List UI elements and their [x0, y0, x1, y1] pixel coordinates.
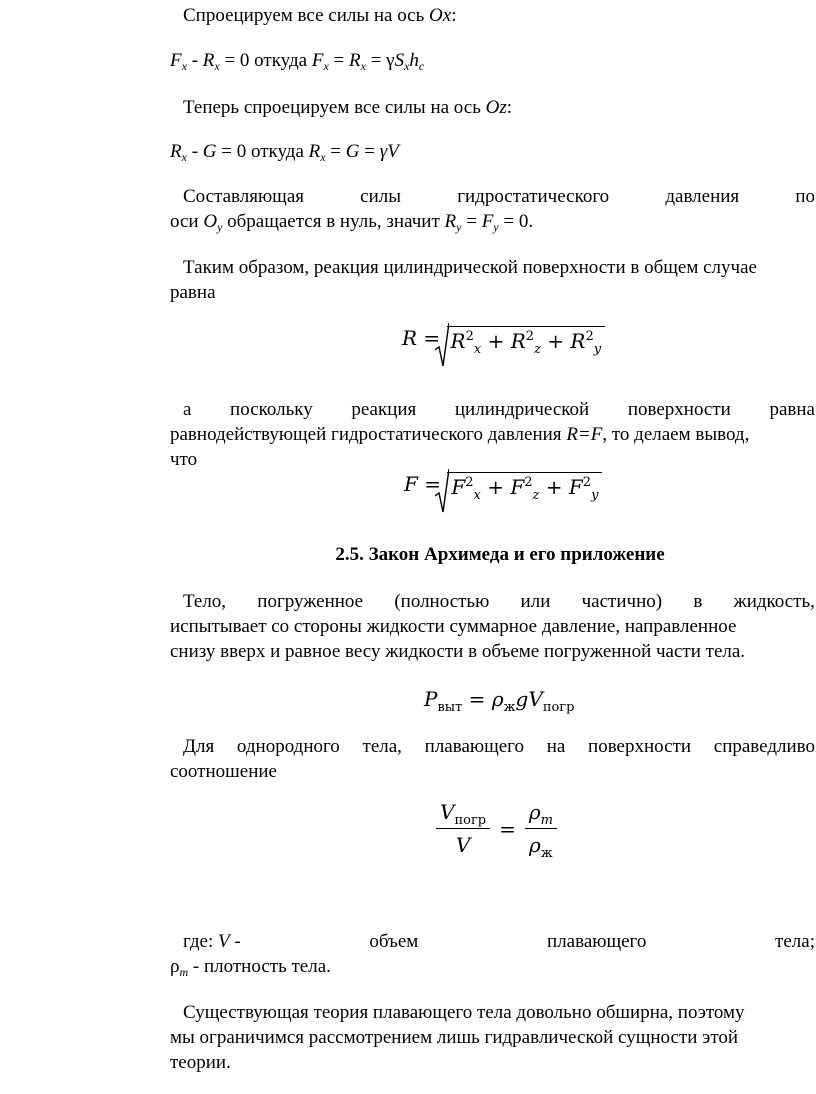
formula-ratio: $\frac{V_{погр}}{V}$ = $\frac{\rho_m}{\rho_ж}$	[436, 800, 557, 857]
sqrt-symbol: $F^2_x + F^2_z + F^2_y$	[447, 472, 602, 500]
paragraph-body-line3: снизу вверх и равное весу жидкости в объеме погруженной части тела.	[170, 641, 746, 662]
paragraph-where-line1: где: V - объем плавающего тела;	[183, 931, 815, 952]
paragraph-theory-line3: теории.	[170, 1052, 231, 1073]
paragraph-project-ox: Спроецируем все силы на ось Ox:	[183, 5, 457, 26]
equation-fx: $F_x - R_x = 0$ откуда $F_x = R_x = \gamma S_xh_c$	[170, 50, 425, 73]
paragraph-homogeneous-line1: Для однородного тела, плавающего на поверхности справедливо	[183, 736, 815, 757]
formula-force-f: F = $F^2_x + F^2_z + F^2_y$	[404, 472, 602, 500]
paragraph-reaction-line2: равна	[170, 282, 216, 303]
sqrt-symbol: $R^2_x + R^2_z + R^2_y$	[447, 326, 606, 354]
paragraph-body-line1: Тело, погруженное (полностью или частично) в жидкость,	[183, 591, 815, 612]
paragraph-since-line3: что	[170, 449, 198, 470]
paragraph-theory-line1: Существующая теория плавающего тела довольно обширна, поэтому	[183, 1002, 745, 1023]
paragraph-since-line1: а поскольку реакция цилиндрической поверхности равна	[183, 399, 815, 420]
paragraph-where-line2: $\rho_m$ - плотность тела.	[170, 956, 331, 979]
formula-reaction-r: R = $R^2_x + R^2_z + R^2_y$	[402, 326, 605, 354]
radical-sign-icon	[435, 468, 449, 516]
radical-sign-icon	[435, 322, 449, 370]
paragraph-homogeneous-line2: соотношение	[170, 761, 277, 782]
paragraph-project-oz: Теперь спроецируем все силы на ось Oz:	[183, 97, 513, 118]
paragraph-reaction-line1: Таким образом, реакция цилиндрической поверхности в общем случае	[183, 257, 757, 278]
paragraph-component-line2: оси $O_y$ обращается в нуль, значит $R_y = F_y = 0$.	[170, 211, 534, 234]
paragraph-theory-line2: мы ограничимся рассмотрением лишь гидравлической сущности этой	[170, 1027, 739, 1048]
section-heading: 2.5. Закон Архимеда и его приложение	[335, 544, 665, 565]
fraction-density: $\frac{\rho_m}{\rho_ж}$	[525, 800, 557, 857]
paragraph-body-line2: испытывает со стороны жидкости суммарное давление, направленное	[170, 616, 737, 637]
fraction-volume: $\frac{V_{погр}}{V}$	[436, 800, 490, 857]
formula-buoyancy: $P_{выт} = \rho_жgV_{погр}$	[424, 687, 575, 715]
paragraph-since-line2: равнодействующей гидростатического давления R=F, то делаем вывод,	[170, 424, 750, 445]
equation-rx: $R_x - G = 0$ откуда $R_x = G = \gamma V$	[170, 141, 399, 164]
paragraph-component-line1: Составляющая силы гидростатического давления по	[183, 186, 815, 207]
